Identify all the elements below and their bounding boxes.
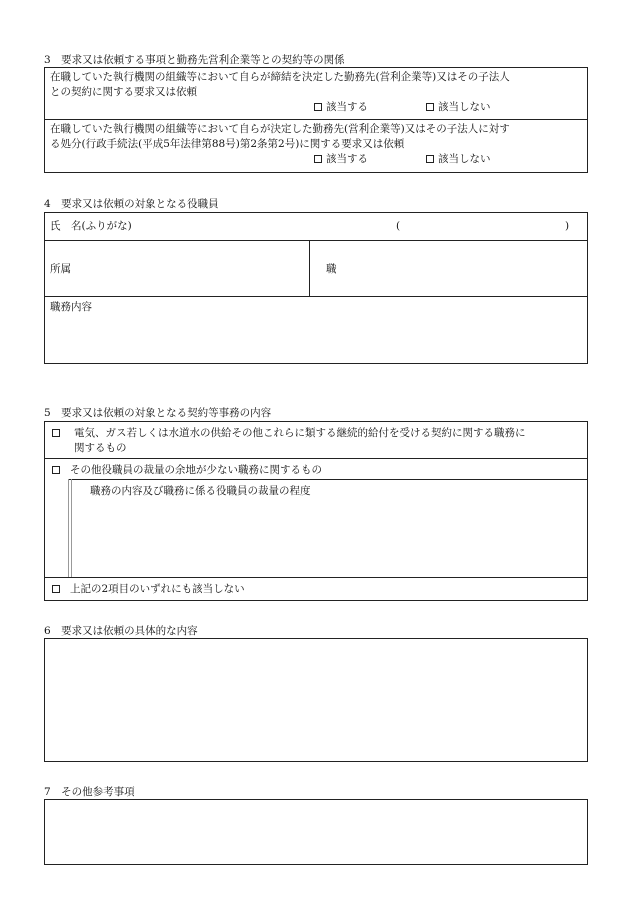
name-field[interactable] [150,214,390,238]
furigana-paren-close: ) [565,220,570,232]
section3-row1-text-line1: 在職していた執行機関の組織等において自らが締結を決定した勤務先(営利企業等)又はその子法人 [50,71,510,83]
section7-title: 7 その他参考事項 [44,786,135,798]
checkbox-icon[interactable] [314,155,322,163]
section5-detail-top-border [68,479,588,480]
duties-field[interactable] [46,316,586,362]
section5-option2-detail-field[interactable] [74,500,586,575]
section5-detail-left-border-inner [71,479,72,577]
section5-option2-detail-label: 職務の内容及び職務に係る役職員の裁量の程度 [90,485,311,497]
section3-row2-not-applicable-option[interactable]: 該当しない [426,152,491,166]
section3-row-divider [44,119,588,120]
section4-divider-2 [44,296,588,297]
section3-row2-applicable-option[interactable]: 該当する [314,152,368,166]
furigana-field[interactable] [404,214,560,238]
checkbox-icon[interactable] [314,103,322,111]
affiliation-field[interactable] [46,242,308,294]
furigana-paren-open: ( [396,220,401,232]
section5-option1-text-line2: 関するもの [74,442,127,454]
section3-row2-text-line2: る処分(行政手続法(平成5年法律第88号)第2条第2号)に関する要求又は依頼 [50,138,405,150]
checkbox-icon[interactable] [52,429,60,437]
section5-title: 5 要求又は依頼の対象となる契約等事務の内容 [44,407,272,419]
section3-row1-text-line2: との契約に関する要求又は依頼 [50,86,197,98]
section5-divider-1 [44,458,588,459]
section5-option1[interactable] [52,426,64,440]
section5-detail-left-border [68,479,69,577]
position-label: 職 [326,263,337,275]
name-label: 氏 名(ふりがな) [50,220,132,232]
affiliation-label: 所属 [50,263,71,275]
section4-col-divider [309,240,310,296]
section3-title: 3 要求又は依頼する事項と勤務先営利企業等との契約等の関係 [44,54,345,66]
section3-row2-text-line1: 在職していた執行機関の組織等において自らが決定した勤務先(営利企業等)又はその子法人に対す [50,123,510,135]
checkbox-icon[interactable] [52,466,60,474]
section5-option1-text-line1: 電気、ガス若しくは水道水の供給その他これらに類する継続的給付を受ける契約に関する職務に [74,427,526,439]
section5-option2[interactable]: その他役職員の裁量の余地が少ない職務に関するもの [52,463,322,477]
duties-label: 職務内容 [50,301,92,313]
section4-title: 4 要求又は依頼の対象となる役職員 [44,198,219,210]
section7-content-field[interactable] [44,799,588,865]
section6-content-field[interactable] [44,638,588,762]
section3-row1-not-applicable-option[interactable]: 該当しない [426,100,491,114]
checkbox-icon[interactable] [426,155,434,163]
section6-title: 6 要求又は依頼の具体的な内容 [44,625,198,637]
checkbox-icon[interactable] [52,585,60,593]
section3-row1-applicable-option[interactable]: 該当する [314,100,368,114]
checkbox-icon[interactable] [426,103,434,111]
section4-divider-1 [44,240,588,241]
section5-divider-2 [44,577,588,578]
section5-option3[interactable]: 上記の2項目のいずれにも該当しない [52,582,245,596]
position-field[interactable] [311,242,586,294]
